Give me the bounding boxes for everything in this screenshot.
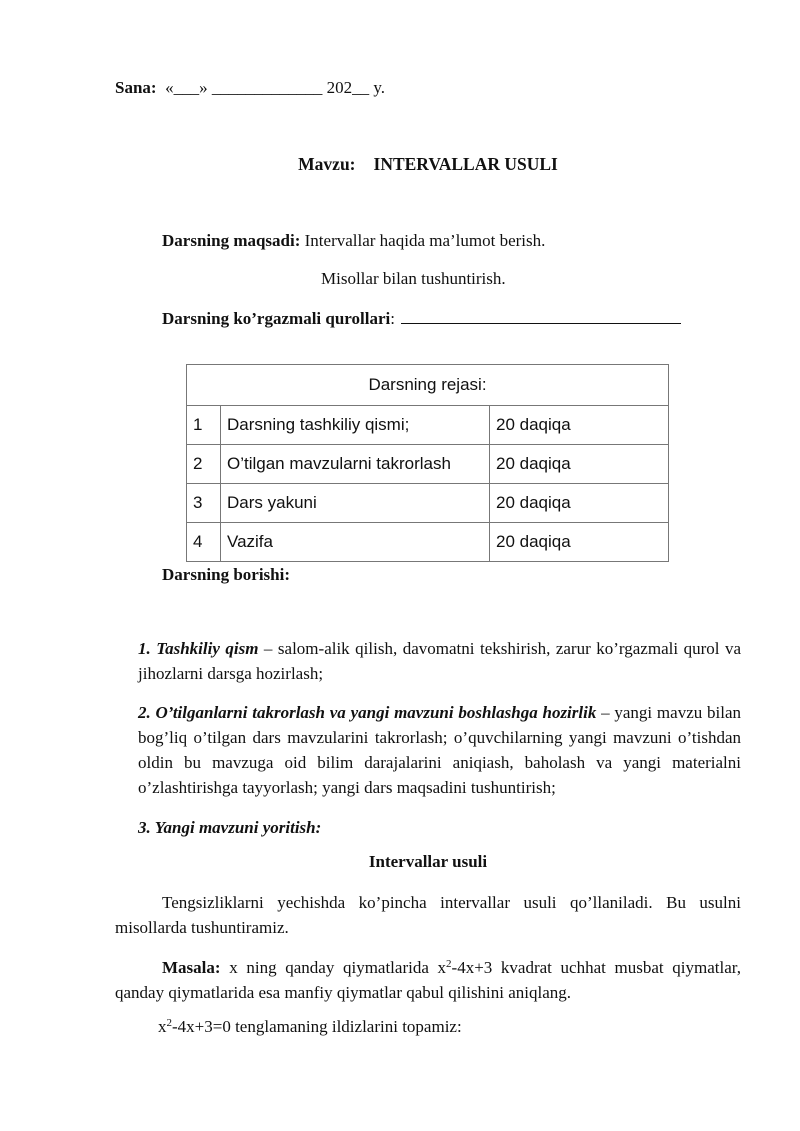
table-header: Darsning rejasi:	[187, 365, 669, 406]
table-row	[187, 445, 669, 484]
task-paragraph	[115, 955, 741, 1005]
tools-line	[162, 309, 681, 329]
tools-label: Darsning ko’rgazmali qurollari	[162, 309, 391, 328]
step-2-paragraph	[138, 700, 741, 800]
row-number: 1	[187, 406, 221, 445]
section-title: Intervallar usuli	[368, 852, 488, 871]
equation-post: -4x+3=0 tenglamaning ildizlarini topamiz:	[172, 1017, 462, 1036]
task-label: Masala:	[162, 958, 221, 977]
lesson-title	[0, 154, 800, 175]
tools-colon: :	[390, 309, 395, 328]
goal-line	[162, 231, 545, 251]
row-time: 20 daqiqa	[490, 406, 669, 445]
title-label: Mavzu:	[298, 154, 356, 174]
date-line	[115, 78, 385, 98]
row-time: 20 daqiqa	[490, 484, 669, 523]
row-number: 2	[187, 445, 221, 484]
step-3-title: 3. Yangi mavzuni yoritish:	[138, 818, 322, 837]
step-2-text: – yangi mavzu bilan bog’liq o’tilgan dars mavzularini takrorlash; o’quvchilarning yangi mavzuni o’tishdan oldin bu mavzuga oid bilim darajalarini aniqiash, baholash va yangi materialni o’zlashtirishga tayyorlash; yangi dars maqsadini tushuntirish;	[138, 703, 741, 797]
goal-text-2: Misollar bilan tushuntirish.	[321, 269, 506, 288]
date-label: Sana:	[115, 78, 157, 97]
tools-blank-line	[401, 309, 681, 324]
step-1-title: 1. Tashkiliy qism	[138, 639, 259, 658]
date-value: «___» _____________ 202__ y.	[165, 78, 385, 97]
goal-text-1: Intervallar haqida ma’lumot berish.	[304, 231, 546, 250]
row-description: Darsning tashkiliy qismi;	[221, 406, 490, 445]
row-description: Dars yakuni	[221, 484, 490, 523]
goal-label: Darsning maqsadi:	[162, 231, 301, 250]
step-1-text: – salom-alik qilish, davomatni tekshirish, zarur ko’rgazmali qurol va jihozlarni darsga hozirlash;	[138, 639, 741, 683]
intro-paragraph	[115, 890, 741, 940]
row-time: 20 daqiqa	[490, 445, 669, 484]
task-text-pre: x ning qanday qiymatlarida x	[220, 958, 447, 977]
row-number: 4	[187, 523, 221, 562]
title-topic: INTERVALLAR USULI	[373, 154, 558, 174]
progress-title: Darsning borishi:	[162, 565, 290, 584]
step-1-paragraph	[138, 636, 741, 686]
row-number: 3	[187, 484, 221, 523]
task-exponent: 2	[446, 958, 452, 970]
step-2-title: 2. O’tilganlarni takrorlash va yangi mavzuni boshlashga hozirlik	[138, 703, 597, 722]
lesson-plan-table	[186, 364, 669, 562]
equation-exponent: 2	[166, 1017, 172, 1029]
table-header-row	[187, 365, 669, 406]
table-row	[187, 484, 669, 523]
intro-text: Tengsizliklarni yechishda ko’pincha intervallar usuli qo’llaniladi. Bu usulni misollarda tushuntiramiz.	[115, 893, 741, 937]
table-row	[187, 406, 669, 445]
table-row	[187, 523, 669, 562]
equation-line	[158, 1017, 462, 1037]
task-text-post: -4x+3 kvadrat uchhat musbat qiymatlar, qanday qiymatlarida esa manfiy qiymatlar qabul qilishini aniqlang.	[115, 958, 741, 1002]
row-description: Vazifa	[221, 523, 490, 562]
equation-pre: x	[158, 1017, 167, 1036]
row-description: O’tilgan mavzularni takrorlash	[221, 445, 490, 484]
row-time: 20 daqiqa	[490, 523, 669, 562]
